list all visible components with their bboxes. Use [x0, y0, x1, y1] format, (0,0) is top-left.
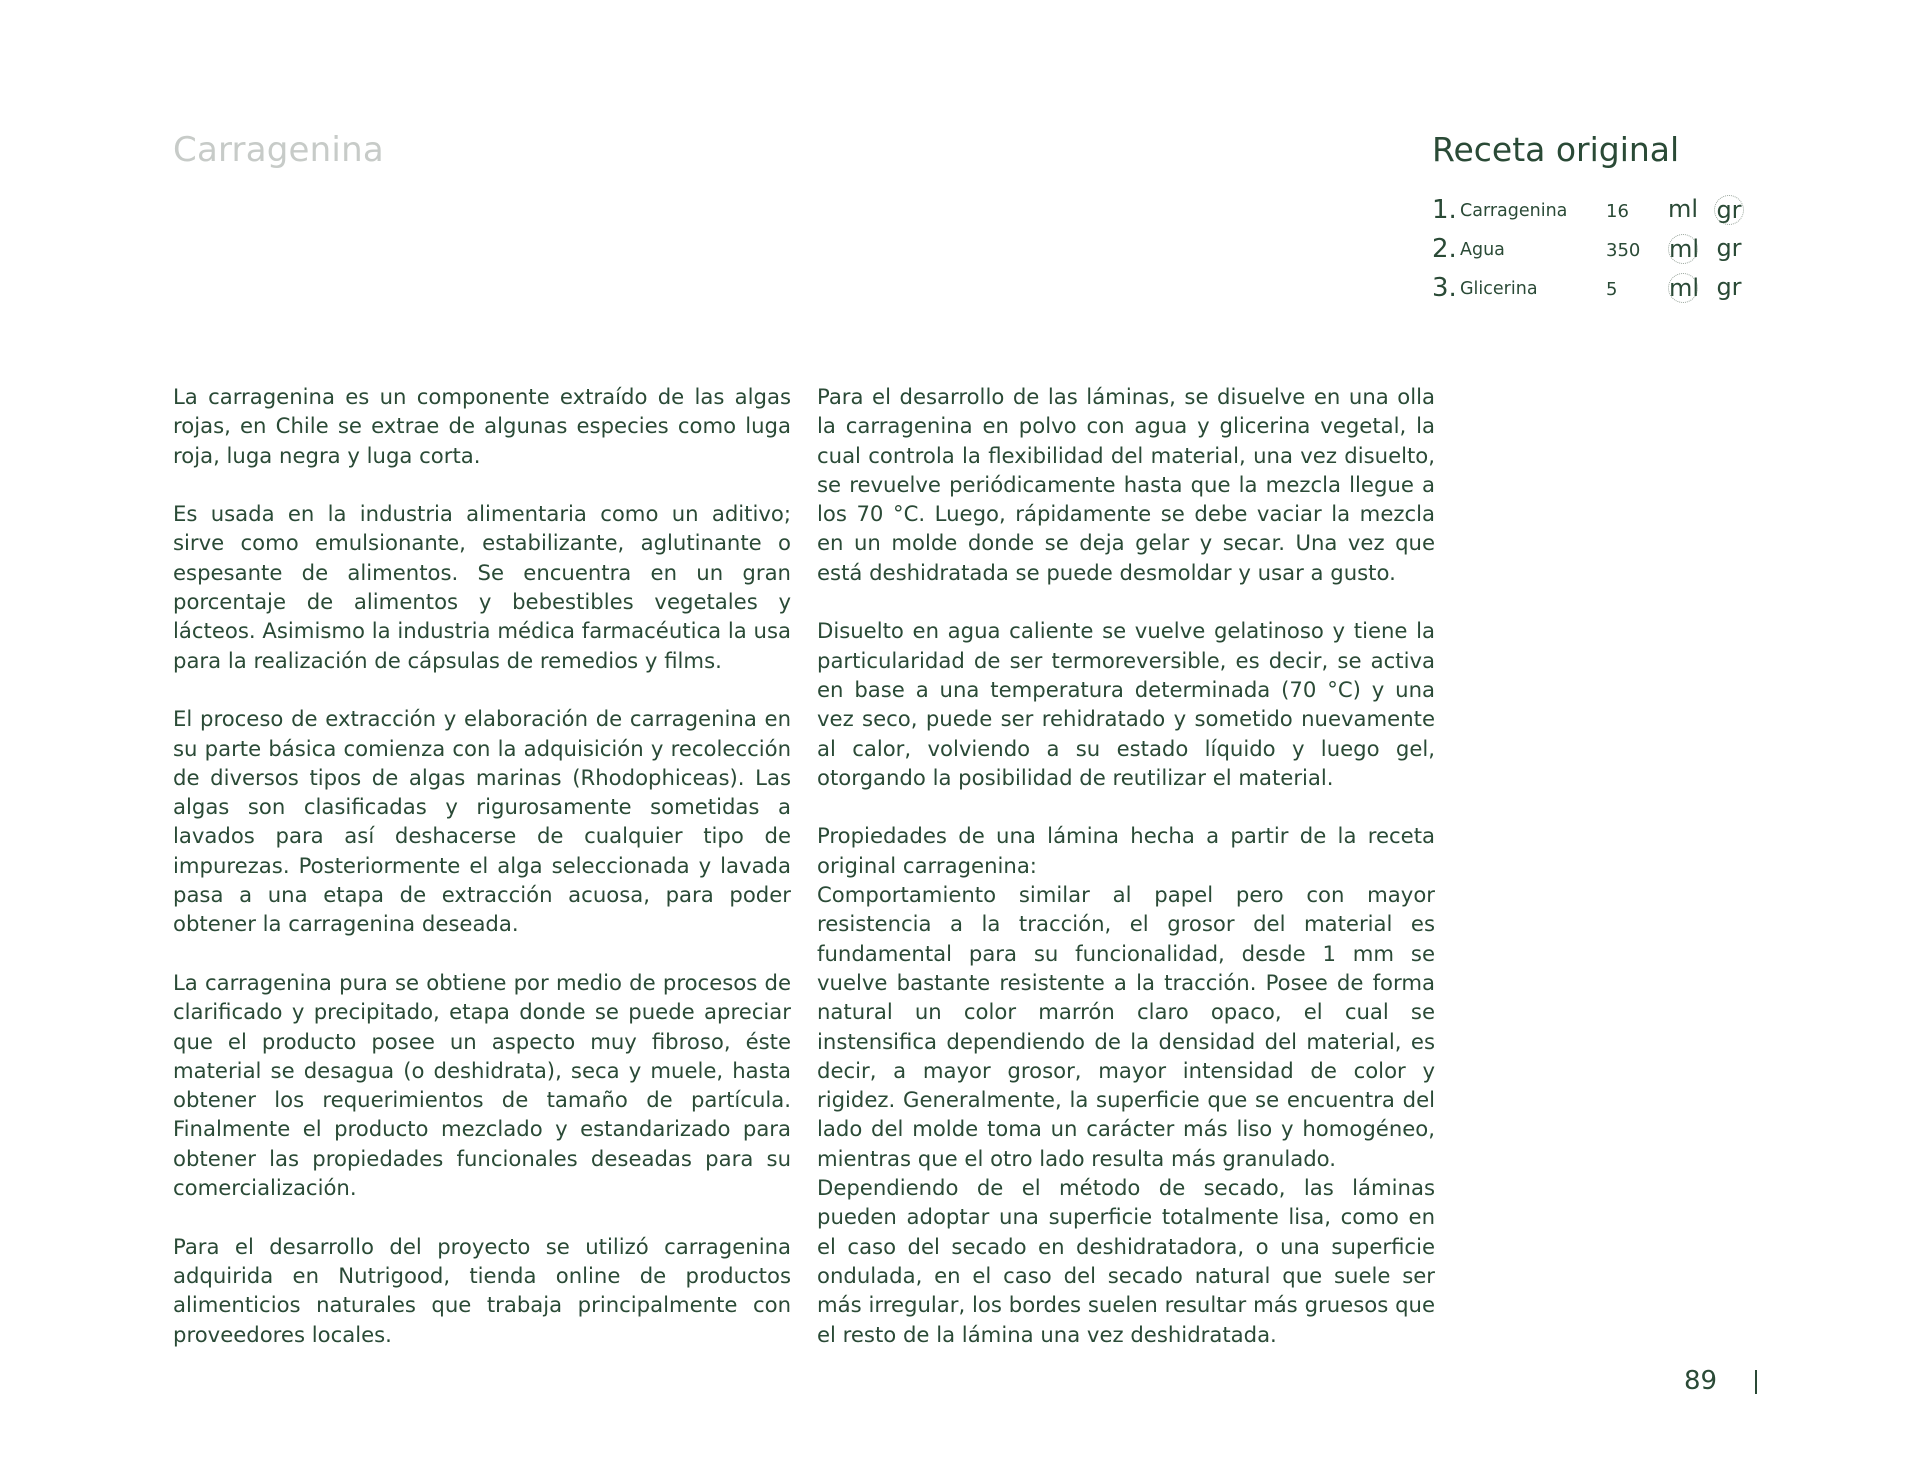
recipe-item-number: 2.: [1432, 234, 1457, 264]
recipe-item-name: Glicerina: [1460, 279, 1538, 299]
recipe-title: Receta original: [1432, 130, 1680, 169]
recipe-item-quantity: 350: [1606, 240, 1641, 261]
paragraph: Propiedades de una lámina hecha a partir de la receta original carragenina:: [817, 823, 1435, 878]
paragraph: La carragenina pura se obtiene por medio de procesos de clarificado y precipitado, etapa donde se puede apreciar que el producto posee un aspecto muy fibroso, éste material se desagua (o deshidrata), seca y muele, hasta obtener los requerimientos de tamaño de partícula. Finalmente el producto mezclado y estandarizado para obtener las propiedades funcionales deseadas para su comercialización.: [173, 969, 791, 1201]
recipe-item-quantity: 16: [1606, 201, 1629, 222]
recipe-item: [1432, 232, 1772, 271]
paragraph: Comportamiento similar al papel pero con mayor resistencia a la tracción, el grosor del material es fundamental para su funcionalidad, desde 1 mm se vuelve bastante resistente a la tracción. Posee de forma natural un color marrón claro opaco, el cual se instensifica dependiendo de la densidad del material, es decir, a mayor grosor, mayor intensidad de color y rigidez. Generalmente, la superficie que se encuentra del lado del molde toma un carácter más liso y homogéneo, mientras que el otro lado resulta más granulado.: [817, 882, 1435, 1171]
left-text-column: [173, 382, 791, 1378]
recipe-item: [1432, 193, 1772, 232]
unit-gr-selected: gr: [1714, 195, 1744, 225]
unit-ml-selected: ml: [1669, 235, 1700, 263]
recipe-item: [1432, 271, 1772, 310]
paragraph: Es usada en la industria alimentaria como un aditivo; sirve como emulsionante, estabilizante, aglutinante o espesante de alimentos. Se encuentra en un gran porcentaje de alimentos y bebestibles vegetales y lácteos. Asimismo la industria médica farmacéutica la usa para la realización de cápsulas de remedios y films.: [173, 501, 791, 673]
unit-gr: gr: [1716, 234, 1742, 262]
unit-gr: gr: [1716, 273, 1742, 301]
paragraph: Dependiendo de el método de secado, las láminas pueden adoptar una superficie totalmente lisa, como en el caso del secado en deshidratadora, o una superficie ondulada, en el caso del secado natural que suele ser más irregular, los bordes suelen resultar más gruesos que el resto de la lámina una vez deshidratada.: [817, 1175, 1435, 1347]
paragraph: Para el desarrollo del proyecto se utilizó carragenina adquirida en Nutrigood, tienda online de productos alimenticios naturales que trabaja principalmente con proveedores locales.: [173, 1233, 791, 1347]
page-number: 89: [1684, 1366, 1718, 1396]
unit-ml-selected: ml: [1669, 274, 1700, 302]
paragraph: La carragenina es un componente extraído de las algas rojas, en Chile se extrae de algunas especies como luga roja, luga negra y luga corta.: [173, 384, 791, 468]
recipe-item-name: Agua: [1460, 240, 1505, 260]
paragraph: El proceso de extracción y elaboración de carragenina en su parte básica comienza con la adquisición y recolección de diversos tipos de algas marinas (Rhodophiceas). Las algas son clasificadas y rigurosamente sometidas a lavados para así deshacerse de cualquier tipo de impurezas. Posteriormente el alga seleccionada y lavada pasa a una etapa de extracción acuosa, para poder obtener la carragenina deseada.: [173, 706, 791, 937]
folio-divider: [1755, 1370, 1757, 1394]
recipe-item-quantity: 5: [1606, 279, 1618, 300]
unit-ml: ml: [1668, 195, 1699, 223]
recipe-item-name: Carragenina: [1460, 201, 1568, 221]
right-text-column: [817, 382, 1435, 1349]
recipe-panel: [1432, 130, 1772, 310]
paragraph: Disuelto en agua caliente se vuelve gelatinoso y tiene la particularidad de ser termoreversible, es decir, se activa en base a una temperatura determinada (70 °C) y una vez seco, puede ser rehidratado y sometido nuevamente al calor, volviendo a su estado líquido y luego gel, otorgando la posibilidad de reutilizar el material.: [817, 618, 1435, 790]
recipe-item-number: 1.: [1432, 195, 1457, 225]
recipe-item-number: 3.: [1432, 273, 1457, 303]
page-title: Carragenina: [173, 130, 384, 170]
paragraph: Para el desarrollo de las láminas, se disuelve en una olla la carragenina en polvo con agua y glicerina vegetal, la cual controla la flexibilidad del material, una vez disuelto, se revuelve periódicamente hasta que la mezcla llegue a los 70 °C. Luego, rápidamente se debe vaciar la mezcla en un molde donde se deja gelar y secar. Una vez que está deshidratada se puede desmoldar y usar a gusto.: [817, 384, 1435, 585]
